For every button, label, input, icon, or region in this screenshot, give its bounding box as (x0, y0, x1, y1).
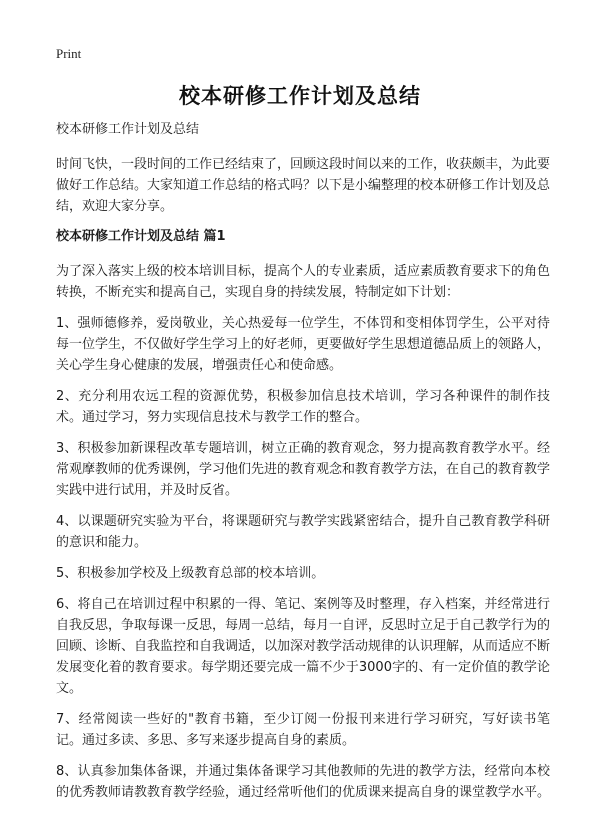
section-heading: 校本研修工作计划及总结 篇1 (56, 229, 226, 244)
paragraph: 4、以课题研究实验为平台，将课题研究与教学实践紧密结合，提升自己教育教学科研的意识和能力。 (56, 514, 550, 550)
paragraph: 3、积极参加新课程改革专题培训，树立正确的教育观念，努力提高教育教学水平。经常观摩教师的优秀课例，学习他们先进的教育观念和教育教学方法，在自己的教育教学实践中进行试用，并及时反省。 (56, 441, 551, 498)
paragraph: 5、积极参加学校及上级教育总部的校本培训。 (56, 566, 325, 581)
paragraph: 6、将自己在培训过程中积累的一得、笔记、案例等及时整理，存入档案，并经常进行自我反思，争取每课一反思，每周一总结，每月一自评，反思时立足于自己教学行为的回顾、诊断、自我监控和自我调适，以加深对教学活动规律的认识理解，从而适应不断发展变化着的教育要求。每学期还要完成一篇不少于3000字的、有一定价值的教学论文。 (56, 597, 551, 696)
article-subtitle: 校本研修工作计划及总结 (56, 122, 200, 137)
paragraph: 为了深入落实上级的校本培训目标，提高个人的专业素质，适应素质教育要求下的角色转换，不断充实和提高自己，实现自身的持续发展，特制定如下计划： (56, 264, 551, 300)
page-title: 校本研修工作计划及总结 (179, 84, 421, 108)
intro-paragraph: 时间飞快，一段时间的工作已经结束了，回顾这段时间以来的工作，收获颇丰，为此要做好工作总结。大家知道工作总结的格式吗？以下是小编整理的校本研修工作计划及总结，欢迎大家分享。 (56, 157, 551, 214)
article-body (56, 120, 550, 813)
paragraph: 8、认真参加集体备课，并通过集体备课学习其他教师的先进的教学方法，经常向本校的优秀教师请教教育教学经验，通过经常听他们的优质课来提高自身的课堂教学水平。 (56, 764, 551, 800)
paragraph: 7、经常阅读一些好的"教育书籍，至少订阅一份报刊来进行学习研究，写好读书笔记。通过多读、多思、多写来逐步提高自身的素质。 (56, 712, 550, 748)
print-link[interactable]: Print (56, 46, 82, 61)
paragraph: 2、充分利用农远工程的资源优势，积极参加信息技术培训，学习各种课件的制作技术。通过学习，努力实现信息技术与教学工作的整合。 (56, 389, 550, 425)
paragraph: 1、强师德修养，爱岗敬业，关心热爱每一位学生，不体罚和变相体罚学生，公平对待每一位学生，不仅做好学生学习上的好老师，更要做好学生思想道德品质上的领路人，关心学生身心健康的发展，增强责任心和使命感。 (56, 316, 551, 373)
